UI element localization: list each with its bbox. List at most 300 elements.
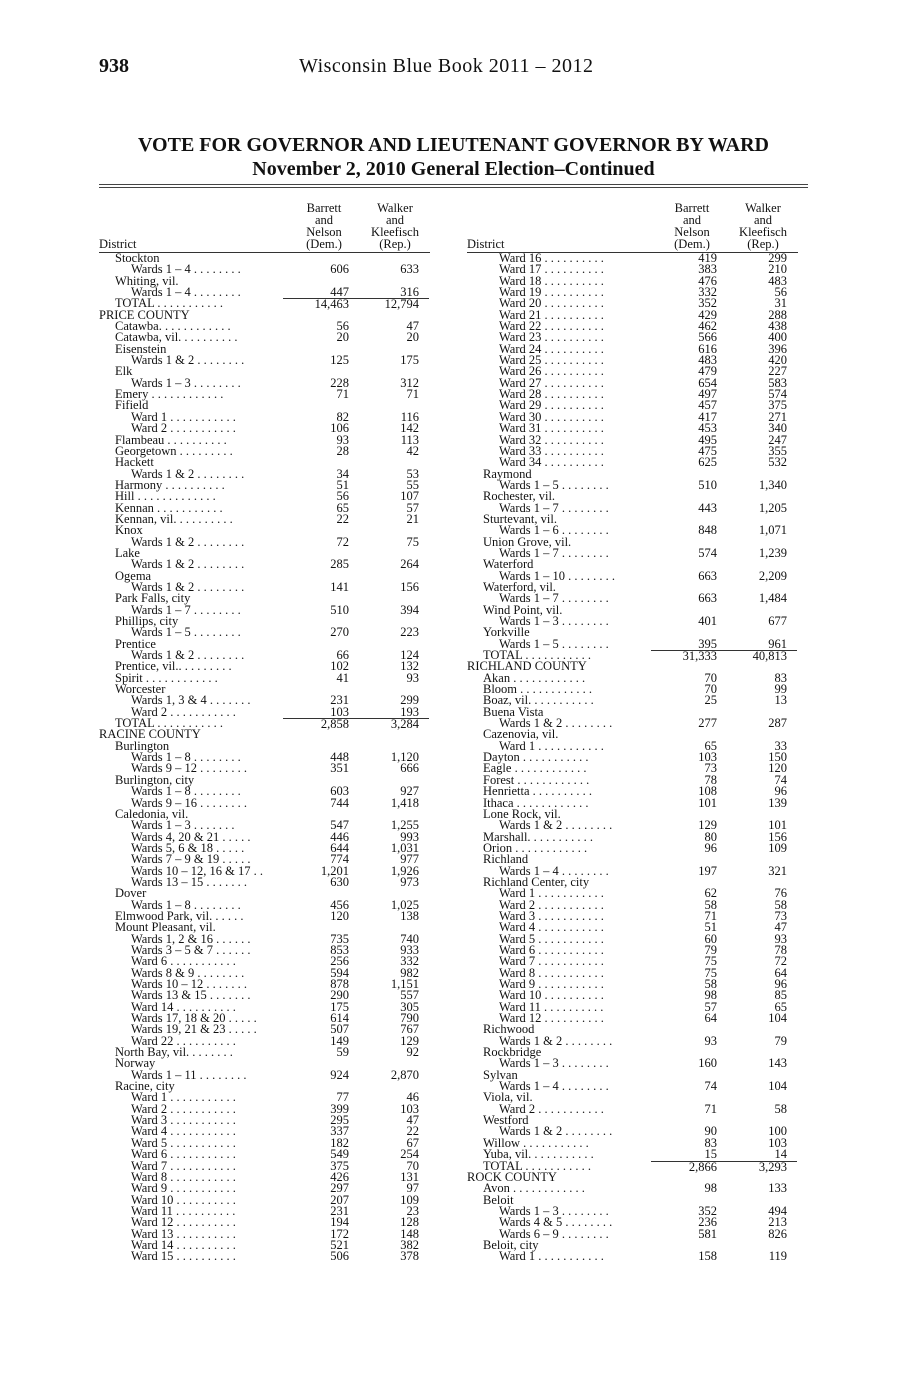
district-name: Ward 3 . . . . . . . . . . . (131, 1113, 236, 1128)
dem-votes: 93 (704, 1033, 717, 1048)
dem-votes: 446 (330, 829, 349, 844)
dem-votes: 75 (704, 954, 717, 969)
rep-votes: 22 (406, 1124, 419, 1139)
rep-votes: 72 (774, 954, 787, 969)
rep-votes: 1,120 (390, 750, 419, 765)
district-name: Wards 19, 21 & 23 . . . . . (131, 1022, 257, 1037)
dem-votes: 399 (330, 1101, 349, 1116)
rep-votes: 483 (768, 273, 787, 288)
rep-votes: 355 (768, 443, 787, 458)
rep-votes: 633 (400, 262, 419, 277)
dem-header (659, 202, 725, 250)
rep-votes: 394 (400, 602, 419, 617)
rep-votes: 223 (400, 625, 419, 640)
district-name: Ward 5 . . . . . . . . . . . (131, 1135, 236, 1150)
rep-votes: 131 (400, 1169, 419, 1184)
dem-votes: 495 (698, 432, 717, 447)
rep-votes: 961 (768, 636, 787, 651)
dem-votes: 401 (698, 614, 717, 628)
dem-votes: 594 (330, 965, 349, 980)
rep-votes: 142 (400, 421, 419, 436)
rep-votes: 143 (768, 1056, 787, 1071)
dem-votes: 352 (698, 296, 717, 311)
dem-votes: 22 (336, 511, 349, 526)
rep-votes: 666 (400, 761, 419, 776)
district-name: Ward 9 . . . . . . . . . . . (131, 1181, 236, 1196)
rep-votes: 332 (400, 954, 419, 969)
rep-votes: 139 (768, 795, 787, 810)
dem-votes: 744 (330, 795, 349, 810)
rep-votes: 254 (400, 1147, 419, 1162)
rep-votes: 305 (400, 999, 419, 1014)
rep-votes: 71 (406, 387, 419, 402)
district-name: Ward 2 . . . . . . . . . . . (499, 897, 604, 912)
district-name: Ward 20 . . . . . . . . . . (499, 296, 604, 311)
table-title (99, 133, 808, 181)
rep-votes: 1,071 (758, 523, 787, 538)
district-name: Ward 18 . . . . . . . . . . (499, 273, 604, 288)
subtitle-line: November 2, 2010 General Election–Continued (252, 158, 655, 180)
total-dem: 14,463 (314, 297, 349, 312)
district-name: Ward 17 . . . . . . . . . . (499, 262, 604, 277)
rep-votes: 583 (768, 375, 787, 390)
district-name: Wards 1 & 2 . . . . . . . . (499, 1033, 613, 1048)
dem-header-line: Nelson (306, 225, 342, 239)
rep-votes: 982 (400, 965, 419, 980)
district-name: Ward 34 . . . . . . . . . . (499, 455, 604, 470)
total-rep: 12,794 (384, 297, 419, 312)
dem-votes: 129 (698, 818, 717, 833)
dem-votes: 848 (698, 523, 717, 538)
dem-votes: 625 (698, 455, 717, 470)
district-name: Ward 2 . . . . . . . . . . . (499, 1101, 604, 1116)
rep-votes: 92 (406, 1045, 419, 1060)
dem-votes: 207 (330, 1192, 349, 1207)
dem-votes: 566 (698, 330, 717, 345)
dem-votes: 506 (330, 1249, 349, 1264)
district-name: Stockton (115, 251, 160, 265)
district-name: Ward 23 . . . . . . . . . . (499, 330, 604, 345)
dem-votes: 448 (330, 750, 349, 765)
dem-votes: 28 (336, 443, 349, 458)
district-name: Rockbridge (483, 1045, 542, 1060)
district-name: Ward 21 . . . . . . . . . . (499, 307, 604, 322)
total-dem: 2,866 (688, 1159, 717, 1174)
district-name: Boaz, vil. . . . . . . . . . . (483, 693, 594, 708)
rep-votes: 288 (768, 307, 787, 322)
district-name: Racine, city (115, 1079, 175, 1094)
district-name: Elmwood Park, vil. . . . . . (115, 908, 244, 923)
rep-votes: 103 (400, 1101, 419, 1116)
column-header (99, 198, 444, 253)
district-name: Prentice, vil.. . . . . . . . . (115, 659, 232, 674)
dem-votes: 65 (336, 500, 349, 515)
dem-votes: 65 (704, 738, 717, 753)
dem-votes: 479 (698, 364, 717, 379)
dem-header (291, 202, 357, 250)
dem-votes: 510 (698, 477, 717, 492)
rep-votes: 210 (768, 262, 787, 277)
district-name: TOTAL . . . . . . . . . . . (483, 648, 592, 663)
district-name: Wards 1 & 2 . . . . . . . . (131, 466, 245, 481)
rep-votes: 2,209 (758, 568, 787, 583)
rep-votes: 1,340 (758, 477, 787, 492)
total-rep: 3,293 (758, 1159, 787, 1174)
rep-votes: 396 (768, 341, 787, 356)
dem-votes: 447 (330, 285, 349, 300)
rep-votes: 677 (768, 614, 787, 628)
district-name: Mount Pleasant, vil. (115, 920, 216, 935)
district-name: Ward 1 . . . . . . . . . . . (131, 409, 236, 424)
dem-votes: 160 (698, 1056, 717, 1071)
dem-votes: 337 (330, 1124, 349, 1139)
district-name: Ward 11 . . . . . . . . . . (499, 999, 604, 1014)
rep-votes: 75 (406, 534, 419, 549)
district-name: Catawba. . . . . . . . . . . . (115, 319, 231, 334)
rep-votes: 113 (400, 432, 419, 447)
rep-votes: 148 (400, 1226, 419, 1241)
dem-votes: 277 (698, 716, 717, 731)
dem-votes: 51 (336, 477, 349, 492)
dem-votes (283, 717, 429, 732)
dem-votes: 351 (330, 761, 349, 776)
district-name: Henrietta . . . . . . . . . . (483, 784, 593, 799)
district-name: Wards 1 – 3 . . . . . . . (131, 818, 235, 833)
dem-votes: 71 (336, 387, 349, 402)
district-name: Wards 5, 6 & 18 . . . . . (131, 840, 245, 855)
district-name: Sturtevant, vil. (483, 511, 557, 526)
dem-votes: 228 (330, 375, 349, 390)
rep-votes: 76 (774, 886, 787, 901)
rep-votes: 33 (774, 738, 787, 753)
dem-votes: 663 (698, 568, 717, 583)
dem-votes: 70 (704, 682, 717, 697)
rep-votes: 1,484 (758, 591, 787, 606)
dem-votes: 25 (704, 693, 717, 708)
district-name: Phillips, city (115, 614, 179, 628)
rep-votes: 247 (768, 432, 787, 447)
dem-votes: 158 (698, 1249, 717, 1264)
rep-votes: 23 (406, 1203, 419, 1218)
district-name: Westford (483, 1113, 529, 1128)
dem-votes: 82 (336, 409, 349, 424)
district-name: Akan . . . . . . . . . . . . (483, 670, 586, 685)
rep-votes: 438 (768, 319, 787, 334)
rep-votes: 129 (400, 1033, 419, 1048)
district-name: Waterford, vil. (483, 579, 556, 594)
district-name: Waterford (483, 557, 534, 572)
dem-votes: 231 (330, 693, 349, 708)
rep-votes: 31 (774, 296, 787, 311)
rep-votes: 973 (400, 874, 419, 889)
district-name: Beloit, city (483, 1237, 539, 1252)
dem-votes: 924 (330, 1067, 349, 1082)
dem-header-line: Barrett (674, 201, 710, 215)
district-name: Wards 1 – 7 . . . . . . . . (499, 591, 609, 606)
rep-votes: 933 (400, 942, 419, 957)
rep-votes: 116 (400, 409, 419, 424)
rep-votes: 93 (774, 931, 787, 946)
district-name: Eisenstein (115, 341, 167, 356)
district-name: Wards 6 – 9 . . . . . . . . (499, 1226, 609, 1241)
dem-votes: 297 (330, 1181, 349, 1196)
rep-votes: 993 (400, 829, 419, 844)
district-name: Wards 1 – 4 . . . . . . . . (499, 863, 609, 878)
dem-votes: 476 (698, 273, 717, 288)
dem-votes: 60 (704, 931, 717, 946)
district-name: Wards 1 – 5 . . . . . . . . (499, 636, 609, 651)
district-name: Ward 4 . . . . . . . . . . . (499, 920, 604, 935)
rep-votes: 790 (400, 1011, 419, 1026)
dem-votes: 483 (698, 353, 717, 368)
dem-votes: 457 (698, 398, 717, 413)
district-name: Avon . . . . . . . . . . . . (483, 1181, 585, 1196)
dem-header-line: (Dem.) (306, 237, 342, 251)
rep-votes: 299 (400, 693, 419, 708)
dem-votes: 419 (698, 251, 717, 265)
rep-votes: 494 (768, 1203, 787, 1218)
dem-votes: 78 (704, 772, 717, 787)
rep-votes: 375 (768, 398, 787, 413)
district-name: Ithaca . . . . . . . . . . . . (483, 795, 589, 810)
table-row (467, 1251, 812, 1262)
dem-votes: 426 (330, 1169, 349, 1184)
district-name: Union Grove, vil. (483, 534, 572, 549)
district-name: TOTAL . . . . . . . . . . . (115, 716, 224, 731)
rep-votes: 175 (400, 353, 419, 368)
dem-votes: 96 (704, 840, 717, 855)
district-name: Eagle . . . . . . . . . . . . (483, 761, 587, 776)
rep-votes: 65 (774, 999, 787, 1014)
district-name: Wards 13 – 15 . . . . . . . (131, 874, 247, 889)
total-dem: 31,333 (682, 649, 717, 664)
dem-votes: 194 (330, 1215, 349, 1230)
title-line: VOTE FOR GOVERNOR AND LIEUTENANT GOVERNOR BY WARD (138, 134, 769, 156)
table-row (99, 355, 444, 366)
dem-votes: 66 (336, 648, 349, 663)
rep-header-line: and (753, 213, 773, 227)
dem-votes: 574 (698, 545, 717, 560)
right-column (467, 198, 812, 1263)
left-column (99, 198, 444, 1263)
district-name: Whiting, vil. (115, 273, 179, 288)
rep-votes: 271 (768, 409, 787, 424)
district-name: Burlington (115, 738, 170, 753)
dem-votes: 106 (330, 421, 349, 436)
district-name: Orion . . . . . . . . . . . . (483, 840, 588, 855)
rep-votes: 99 (774, 682, 787, 697)
district-name: Ward 11 . . . . . . . . . . (131, 1203, 236, 1218)
district-name: Wards 9 – 12 . . . . . . . . (131, 761, 247, 776)
district-name: Ward 22 . . . . . . . . . . (499, 319, 604, 334)
district-name: TOTAL . . . . . . . . . . . (483, 1158, 592, 1173)
rep-votes: 53 (406, 466, 419, 481)
rep-votes: 340 (768, 421, 787, 436)
dem-votes: 630 (330, 874, 349, 889)
district-name: Wards 1 – 4 . . . . . . . . (499, 1079, 609, 1094)
dem-votes: 75 (704, 965, 717, 980)
district-name: Wards 1 – 4 . . . . . . . . (131, 262, 241, 277)
rep-votes: 420 (768, 353, 787, 368)
district-name: Wards 1 – 7 . . . . . . . . (131, 602, 241, 617)
district-name: Yuba, vil. . . . . . . . . . . (483, 1147, 594, 1162)
dem-votes: 80 (704, 829, 717, 844)
district-name: Wards 13 & 15 . . . . . . . (131, 988, 251, 1003)
district-name: Ward 29 . . . . . . . . . . (499, 398, 604, 413)
district-name: Elk (115, 364, 133, 379)
rep-votes: 156 (400, 579, 419, 594)
district-name: Ward 8 . . . . . . . . . . . (131, 1169, 236, 1184)
district-name: Wards 4 & 5 . . . . . . . . (499, 1215, 613, 1230)
district-name: Hackett (115, 455, 154, 470)
district-name: Worcester (115, 682, 166, 697)
dem-votes: 20 (336, 330, 349, 345)
dem-votes: 290 (330, 988, 349, 1003)
district-name: Ward 27 . . . . . . . . . . (499, 375, 604, 390)
dem-header-line: Nelson (674, 225, 710, 239)
district-name: Georgetown . . . . . . . . . (115, 443, 233, 458)
district-name: Ward 24 . . . . . . . . . . (499, 341, 604, 356)
district-name: Ward 6 . . . . . . . . . . . (131, 954, 236, 969)
district-name: Ward 9 . . . . . . . . . . . (499, 977, 604, 991)
district-name: TOTAL . . . . . . . . . . . (115, 296, 224, 311)
dem-votes: 429 (698, 307, 717, 322)
district-name: Sylvan (483, 1067, 518, 1082)
district-name: Kennan . . . . . . . . . . . (115, 500, 223, 515)
dem-votes: 644 (330, 840, 349, 855)
district-name: Raymond (483, 466, 532, 481)
dem-votes: 395 (698, 636, 717, 651)
rep-votes: 70 (406, 1158, 419, 1173)
dem-votes: 56 (336, 319, 349, 334)
dem-votes: 93 (336, 432, 349, 447)
dem-votes: 417 (698, 409, 717, 424)
district-name: Wards 1 & 2 . . . . . . . . (499, 716, 613, 731)
rep-votes: 1,025 (390, 897, 419, 912)
district-name: Ward 4 . . . . . . . . . . . (131, 1124, 236, 1139)
rep-votes: 321 (768, 863, 787, 878)
rep-votes: 47 (406, 1113, 419, 1128)
table-row (99, 511, 444, 526)
table-row (467, 1183, 812, 1194)
rep-votes: 20 (406, 330, 419, 345)
district-name: Ward 14 . . . . . . . . . . (131, 999, 236, 1014)
rep-votes: 150 (768, 750, 787, 765)
dem-votes: 125 (330, 353, 349, 368)
dem-header-line: Barrett (306, 201, 342, 215)
rep-votes: 93 (406, 670, 419, 685)
district-name: Wards 1 – 3 . . . . . . . . (499, 1056, 609, 1071)
table-row (99, 1251, 444, 1262)
district-name: Wards 1 & 2 . . . . . . . . (131, 353, 245, 368)
rep-votes: 83 (774, 670, 787, 685)
rep-votes: 58 (774, 1101, 787, 1116)
district-name: Richwood (483, 1022, 535, 1037)
district-name: Ogema (115, 568, 152, 583)
rep-votes: 109 (400, 1192, 419, 1207)
dem-votes: 614 (330, 1011, 349, 1026)
total-rep: 40,813 (752, 649, 787, 664)
rep-votes: 14 (774, 1147, 787, 1162)
dem-votes: 654 (698, 375, 717, 390)
dem-votes: 443 (698, 500, 717, 515)
dem-votes: 453 (698, 421, 717, 436)
district-name: Ward 2 . . . . . . . . . . . (131, 704, 236, 719)
rep-votes: 138 (400, 908, 419, 923)
rep-votes: 120 (768, 761, 787, 776)
rep-votes: 213 (768, 1215, 787, 1230)
table-row (99, 389, 444, 400)
rep-votes: 826 (768, 1226, 787, 1241)
dem-votes: 462 (698, 319, 717, 334)
dem-votes: 295 (330, 1113, 349, 1128)
dem-votes: 77 (336, 1090, 349, 1105)
district-name: Spirit . . . . . . . . . . . . (115, 670, 218, 685)
rep-votes: 104 (768, 1079, 787, 1094)
dem-votes: 172 (330, 1226, 349, 1241)
district-name: Ward 25 . . . . . . . . . . (499, 353, 604, 368)
dem-votes: 878 (330, 977, 349, 991)
district-name: Wards 1 – 10 . . . . . . . . (499, 568, 615, 583)
dem-votes: 606 (330, 262, 349, 277)
district-name: Hill . . . . . . . . . . . . . (115, 489, 216, 504)
dem-votes: 90 (704, 1124, 717, 1139)
rep-votes: 67 (406, 1135, 419, 1150)
dem-votes: 71 (704, 1101, 717, 1116)
district-name: Cazenovia, vil. (483, 727, 559, 742)
dem-votes: 616 (698, 341, 717, 356)
district-name: Wards 9 – 16 . . . . . . . . (131, 795, 247, 810)
district-name: Burlington, city (115, 772, 195, 787)
district-name: Wards 1 – 7 . . . . . . . . (499, 500, 609, 515)
district-name: Catawba, vil. . . . . . . . . . (115, 330, 238, 345)
dem-votes: 108 (698, 784, 717, 799)
dem-votes: 256 (330, 954, 349, 969)
dem-votes: 774 (330, 852, 349, 867)
district-name: Wind Point, vil. (483, 602, 563, 617)
district-header: District (467, 237, 505, 251)
rep-votes: 400 (768, 330, 787, 345)
dem-votes: 510 (330, 602, 349, 617)
district-name: Ward 10 . . . . . . . . . . (499, 988, 604, 1003)
rep-votes: 96 (774, 977, 787, 991)
district-name: RACINE COUNTY (99, 727, 201, 742)
district-name: Yorkville (483, 625, 530, 640)
district-name: Wards 1 & 2 . . . . . . . . (131, 557, 245, 572)
table-row (99, 534, 444, 549)
district-name: Wards 1 – 5 . . . . . . . . (131, 625, 241, 640)
district-name: Dayton . . . . . . . . . . . (483, 750, 589, 765)
district-name: ROCK COUNTY (467, 1169, 557, 1184)
rep-votes: 104 (768, 1011, 787, 1026)
rep-votes: 1,205 (758, 500, 787, 515)
dem-votes: 332 (698, 285, 717, 300)
district-name: Wards 1 & 2 . . . . . . . . (131, 534, 245, 549)
district-name: Lone Rock, vil. (483, 806, 561, 821)
district-name: Wards 1 – 8 . . . . . . . . (131, 897, 241, 912)
district-name: Buena Vista (483, 704, 544, 719)
district-name: Forest . . . . . . . . . . . . (483, 772, 590, 787)
dem-votes: 547 (330, 818, 349, 833)
district-name: Ward 22 . . . . . . . . . . (131, 1033, 236, 1048)
dem-votes: 59 (336, 1045, 349, 1060)
rep-votes: 1,151 (390, 977, 419, 991)
district-name: Wards 1, 3 & 4 . . . . . . . (131, 693, 251, 708)
district-name: Dover (115, 886, 147, 901)
rep-votes: 557 (400, 988, 419, 1003)
dem-votes: 34 (336, 466, 349, 481)
district-name: Ward 28 . . . . . . . . . . (499, 387, 604, 402)
